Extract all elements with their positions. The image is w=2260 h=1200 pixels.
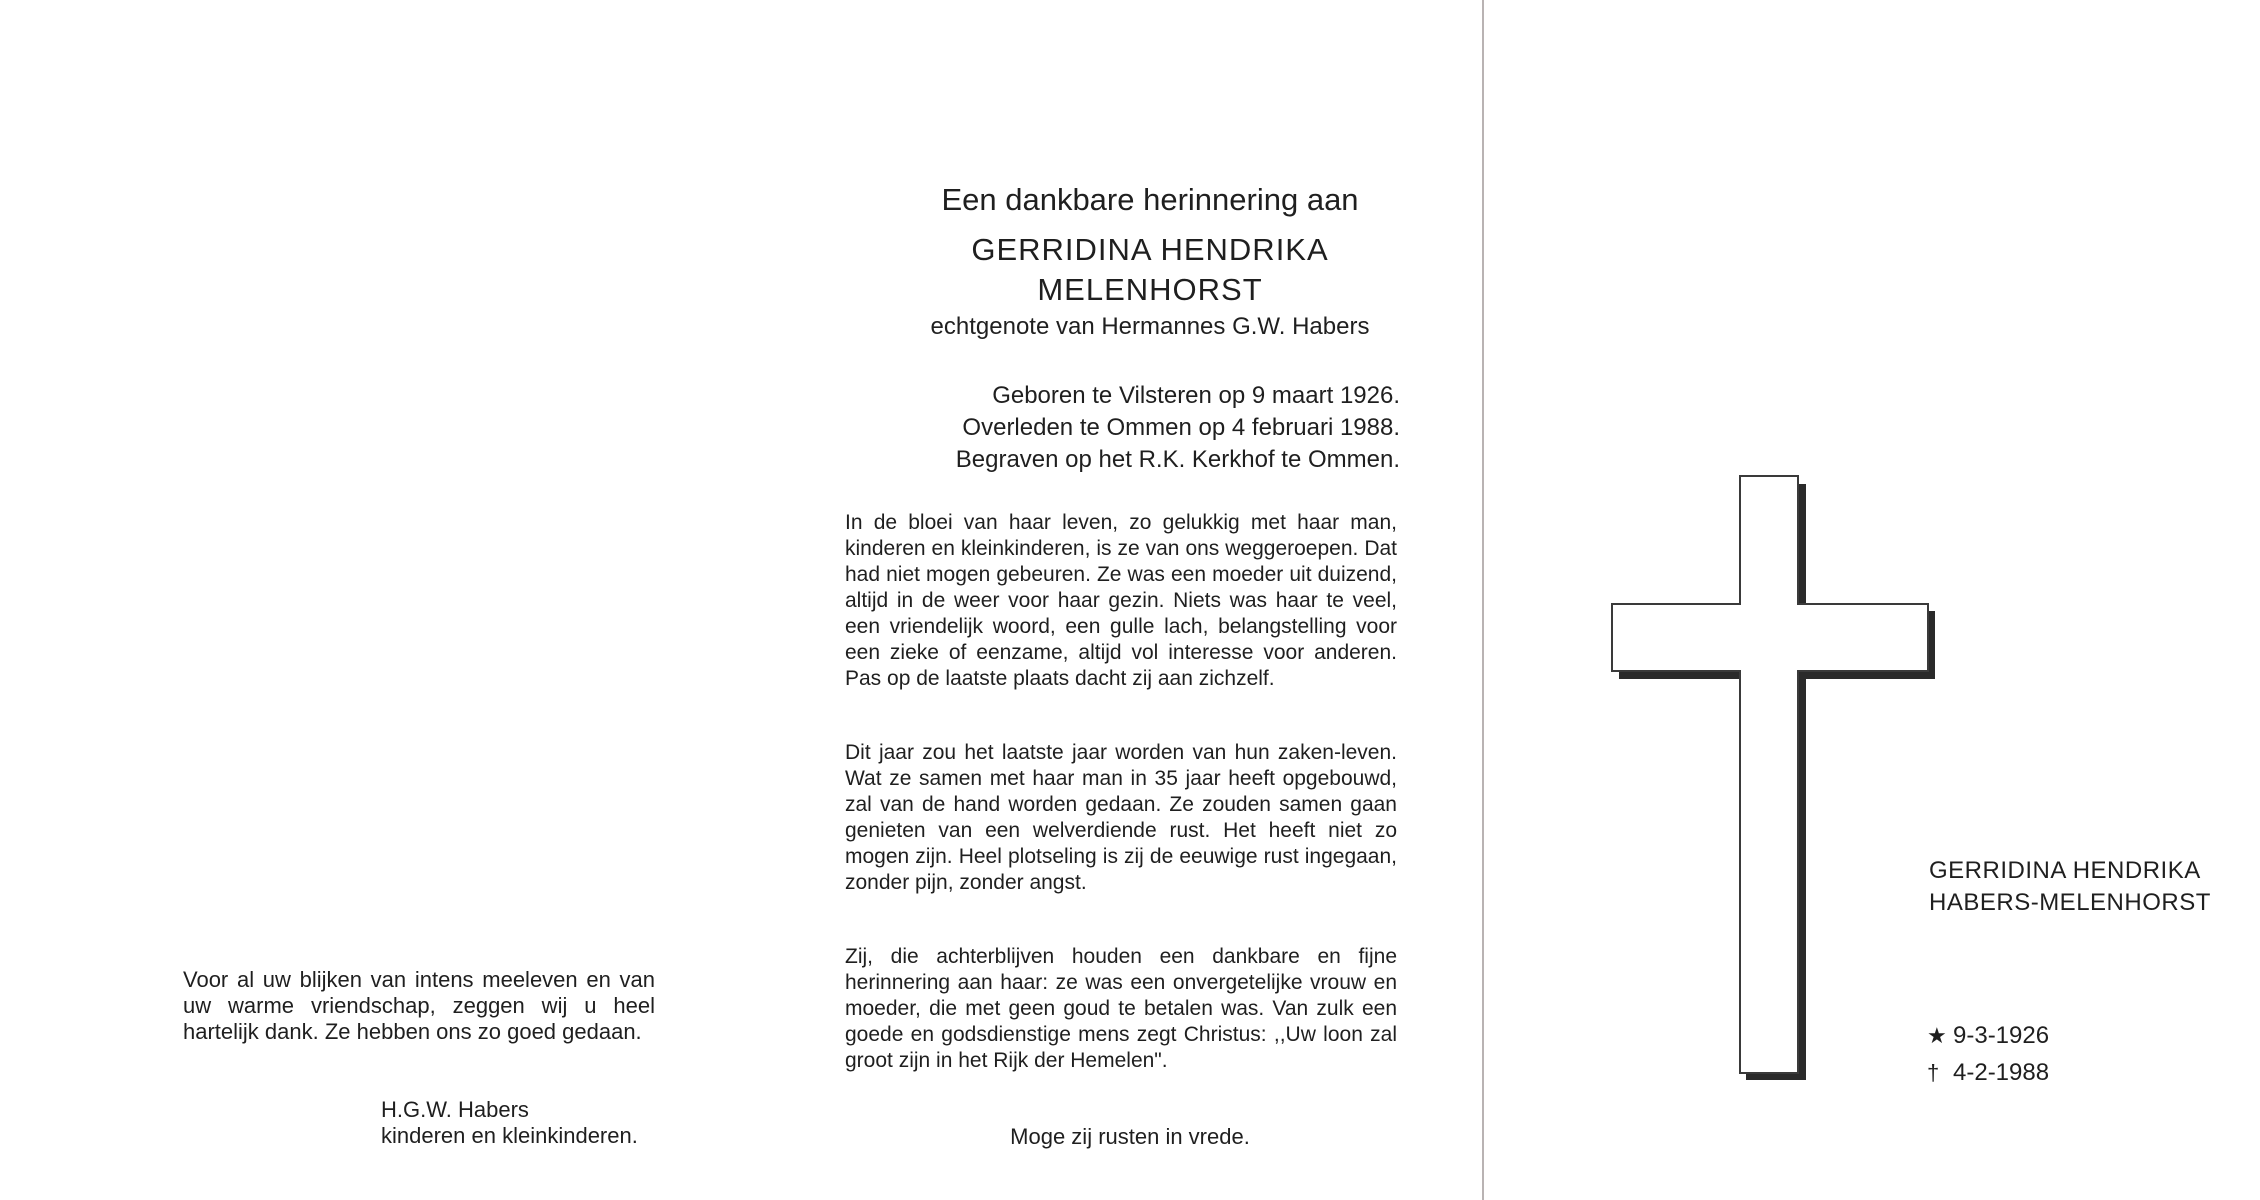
cover-dates: [1927, 1017, 2147, 1091]
paragraph-2: Dit jaar zou het laatste jaar worden van hun zaken-leven. Wat ze samen met haar man in 35 jaar heeft opgebouwd, zal van de hand worden gedaan. Ze zouden samen gaan genieten van een welverdiende rust. Het heeft niet zo mogen zijn. Heel plotseling is zij de eeuwige rust ingegaan, zonder pijn, zonder angst.: [845, 741, 1397, 894]
signature-family: kinderen en kleinkinderen.: [381, 1123, 638, 1148]
fold-line: [1482, 0, 1484, 1200]
intro-line: Een dankbare herinnering aan: [941, 182, 1359, 217]
surname: MELENHORST: [1037, 272, 1263, 307]
cover-died-date: 4-2-1988: [1953, 1059, 2050, 1086]
cover-name-line-2: HABERS-MELENHORST: [1929, 889, 2211, 916]
cover-born-date: 9-3-1926: [1953, 1022, 2050, 1049]
cover-name: [1929, 855, 2249, 919]
thanks-text: Voor al uw blijken van intens meeleven en van uw warme vriendschap, zeggen wij u heel hartelijk dank. Ze hebben ons zo goed gedaan.: [183, 967, 655, 1044]
buried-line: Begraven op het R.K. Kerkhof te Ommen.: [955, 446, 1400, 473]
memorial-heading: [900, 180, 1400, 342]
cover-name-line-1: GERRIDINA HENDRIKA: [1929, 857, 2201, 884]
latin-cross-icon: [1610, 475, 1935, 1080]
spouse-line: echtgenote van Hermannes G.W. Habers: [930, 313, 1370, 340]
closing-line: Moge zij rusten in vrede.: [1010, 1124, 1250, 1149]
signature: [381, 1097, 701, 1149]
cover-died: [1927, 1054, 2147, 1091]
paragraph-1: In de bloei van haar leven, zo gelukkig met haar man, kinderen en kleinkinderen, is ze van ons weggeroepen. Dat had niet mogen gebeuren. Ze was een moeder uit duizend, altijd in de weer voor haar gezin. Niets was haar te veel, een vriendelijk woord, een gulle lach, belangstelling voor een zieke of eenzame, altijd vol interesse voor anderen. Pas op de laatste plaats dacht zij aan zichzelf.: [845, 511, 1397, 690]
star-icon: ★: [1927, 1023, 1947, 1048]
paragraph-3: Zij, die achterblijven houden een dankbare en fijne herinnering aan haar: ze was een onvergetelijke vrouw en moeder, die met geen goud te betalen was. Van zulk een goede en godsdienstige mens zegt Christus: ,,Uw loon zal groot zijn in het Rijk der Hemelen".: [845, 945, 1397, 1072]
life-dates: [900, 380, 1400, 476]
dagger-icon: †: [1927, 1060, 1940, 1085]
given-names: GERRIDINA HENDRIKA: [971, 232, 1329, 267]
cover-born: [1927, 1017, 2147, 1054]
signature-name: H.G.W. Habers: [381, 1097, 529, 1122]
died-line: Overleden te Ommen op 4 februari 1988.: [962, 414, 1400, 441]
born-line: Geboren te Vilsteren op 9 maart 1926.: [992, 382, 1400, 409]
